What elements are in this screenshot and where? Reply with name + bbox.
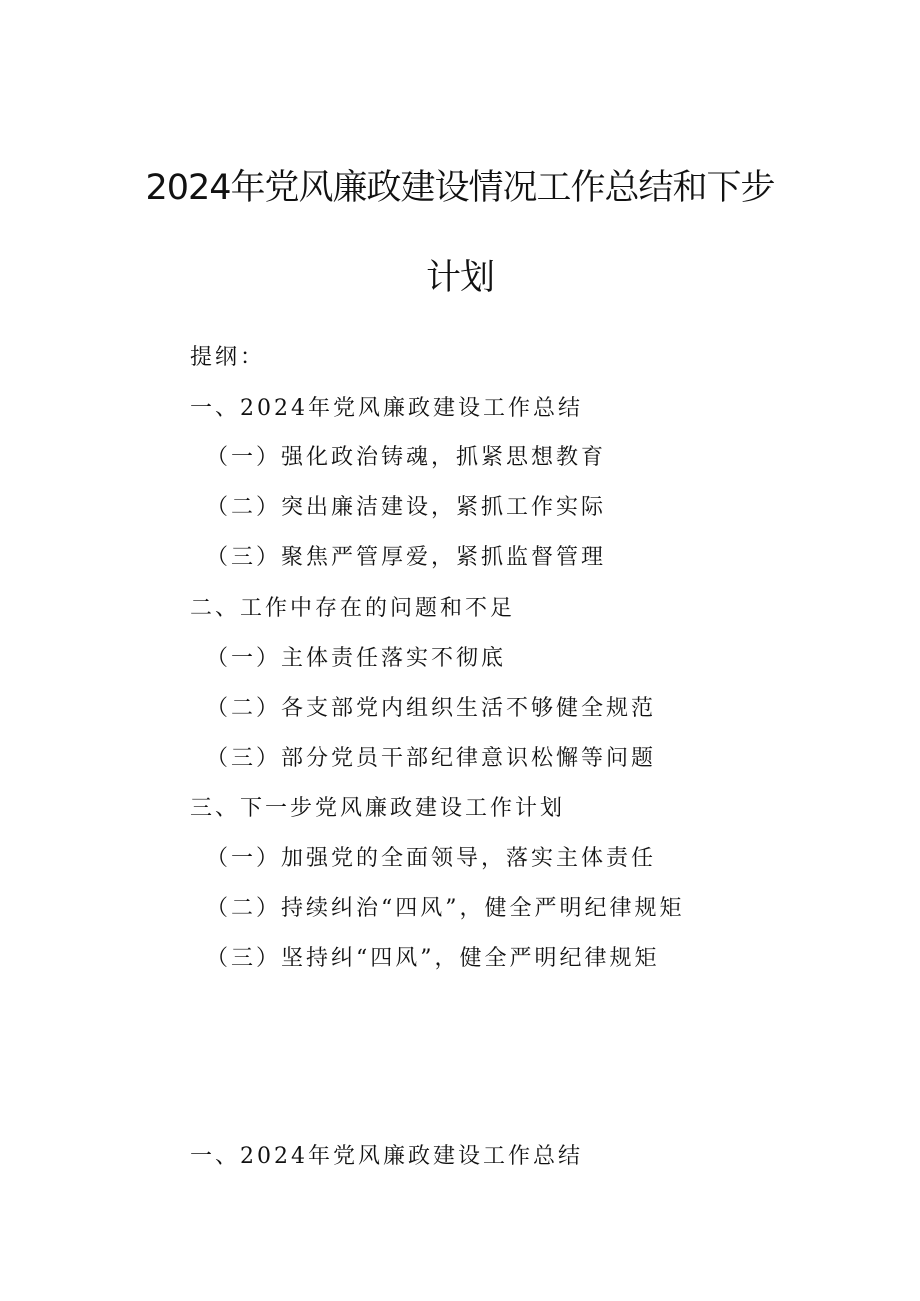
outline-item-2-3: （三）部分党员干部纪律意识松懈等问题 (206, 746, 657, 771)
outline-item-1-2: （二）突出廉洁建设，紧抓工作实际 (206, 495, 607, 520)
outline-item-3-1: （一）加强党的全面领导，落实主体责任 (206, 846, 657, 871)
outline-item-1-3: （三）聚焦严管厚爱，紧抓监督管理 (206, 545, 607, 570)
outline-item-3-2: （二）持续纠治“四风”，健全严明纪律规矩 (206, 896, 685, 921)
outline-item-2-1: （一）主体责任落实不彻底 (206, 646, 507, 671)
section-heading-1: 一、2024年党风廉政建设工作总结 (190, 1144, 583, 1169)
outline-heading-1: 一、2024年党风廉政建设工作总结 (190, 396, 583, 421)
outline-item-2-2: （二）各支部党内组织生活不够健全规范 (206, 696, 657, 721)
outline-item-1-1: （一）强化政治铸魂，抓紧思想教育 (206, 445, 607, 470)
outline-item-3-3: （三）坚持纠“四风”，健全严明纪律规矩 (206, 946, 660, 971)
outline-heading-2: 二、工作中存在的问题和不足 (190, 596, 516, 621)
document-title-line-2: 计划 (425, 258, 494, 298)
outline-label: 提纲： (190, 345, 266, 370)
outline-heading-3: 三、下一步党风廉政建设工作计划 (190, 796, 566, 821)
document-title-line-1: 2024年党风廉政建设情况工作总结和下步 (145, 168, 775, 208)
